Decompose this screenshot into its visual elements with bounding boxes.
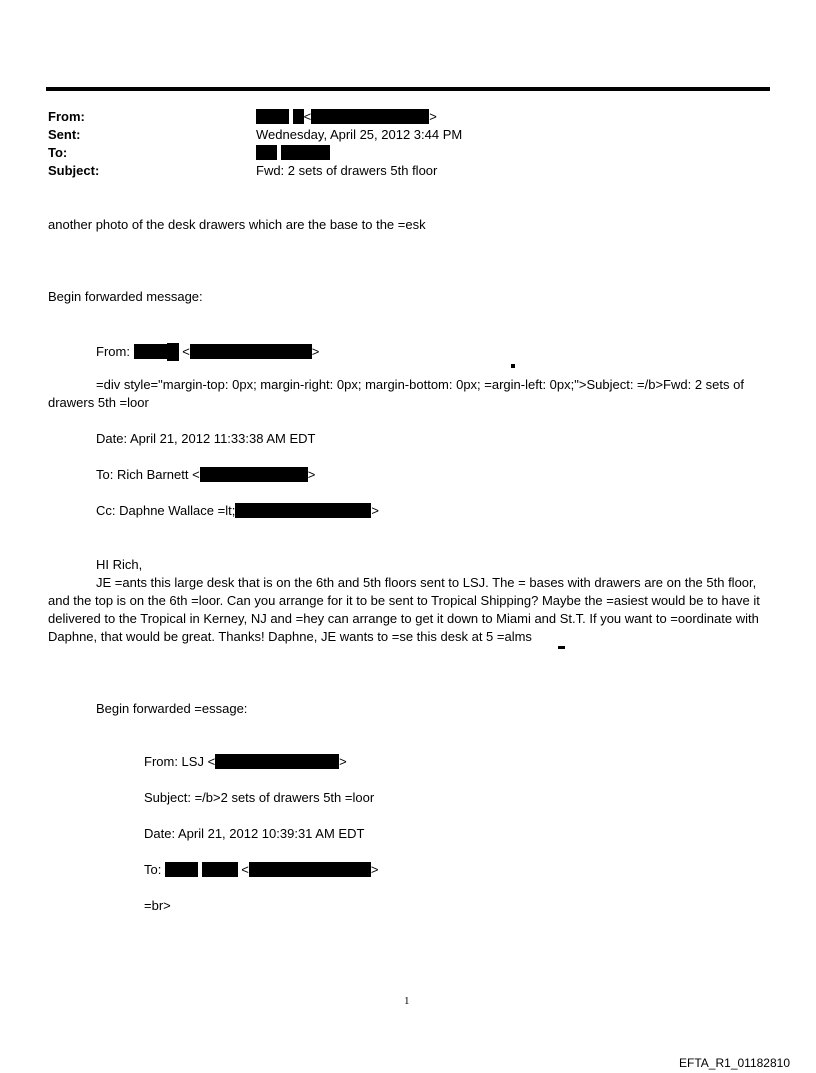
header-rule <box>46 87 770 91</box>
subject-label: Subject: <box>48 163 100 178</box>
fwd2-to: To: < > <box>144 862 379 877</box>
from-value: < > <box>256 109 437 125</box>
document-id: EFTA_R1_01182810 <box>679 1056 790 1070</box>
redaction-bar <box>167 343 179 361</box>
redaction-bar <box>200 467 308 482</box>
fwd2-subject: Subject: =/b>2 sets of drawers 5th =loor <box>144 790 375 805</box>
fwd1-to: To: Rich Barnett < > <box>96 467 316 482</box>
redaction-bar <box>311 109 429 124</box>
sent-label: Sent: <box>48 127 81 142</box>
begin-forwarded-label: Begin forwarded message: <box>48 289 203 304</box>
fwd2-date: Date: April 21, 2012 10:39:31 AM EDT <box>144 826 365 841</box>
stray-mark <box>558 646 565 649</box>
fwd1-message: JE =ants this large desk that is on the 6th and 5th floors sent to LSJ. The = bases with drawers are on the 5th floor, and the top is on the 6th =loor. Can you arrange for it to be sent to Tropical Shipping? Maybe the =asiest would be to have it delivered to the Tropical in Kerney, NJ and =hey can arrange to get it down to Miami and St.T. If you want to =oordinate with Daphne, that would be great. Thanks! Daphne, JE wants to =se this desk at 5 =alms <box>48 575 760 644</box>
redaction-bar <box>256 145 277 160</box>
fwd1-cc: Cc: Daphne Wallace =lt; > <box>96 503 379 518</box>
stray-mark <box>511 364 515 368</box>
fwd1-greeting: HI Rich, <box>96 557 143 572</box>
redaction-bar <box>190 344 312 359</box>
fwd1-begin-forwarded: Begin forwarded =essage: <box>96 701 248 716</box>
redaction-bar <box>134 344 167 359</box>
from-label: From: <box>48 109 85 124</box>
fwd1-date: Date: April 21, 2012 11:33:38 AM EDT <box>96 431 316 446</box>
to-value <box>256 145 330 161</box>
fwd1-from: From: < > <box>96 344 320 359</box>
intro-text: another photo of the desk drawers which are the base to the =esk <box>48 217 426 232</box>
fwd2-br: =br> <box>144 898 171 913</box>
redaction-bar <box>202 862 238 877</box>
sent-value: Wednesday, April 25, 2012 3:44 PM <box>256 127 463 142</box>
redaction-bar <box>256 109 289 124</box>
redaction-bar <box>281 145 330 160</box>
fwd2-from: From: LSJ < > <box>144 754 347 769</box>
to-label: To: <box>48 145 68 160</box>
subject-value: Fwd: 2 sets of drawers 5th floor <box>256 163 438 178</box>
redaction-bar <box>249 862 371 877</box>
redaction-bar <box>235 503 371 518</box>
page-number: 1 <box>404 995 410 1007</box>
fwd1-div-line: =div style="margin-top: 0px; margin-right: 0px; margin-bottom: 0px; =argin-left: 0px;">Subject: =/b>Fwd: 2 sets of drawers 5th =loor <box>48 377 744 410</box>
redaction-bar <box>165 862 198 877</box>
redaction-bar <box>293 109 304 124</box>
redaction-bar <box>215 754 339 769</box>
